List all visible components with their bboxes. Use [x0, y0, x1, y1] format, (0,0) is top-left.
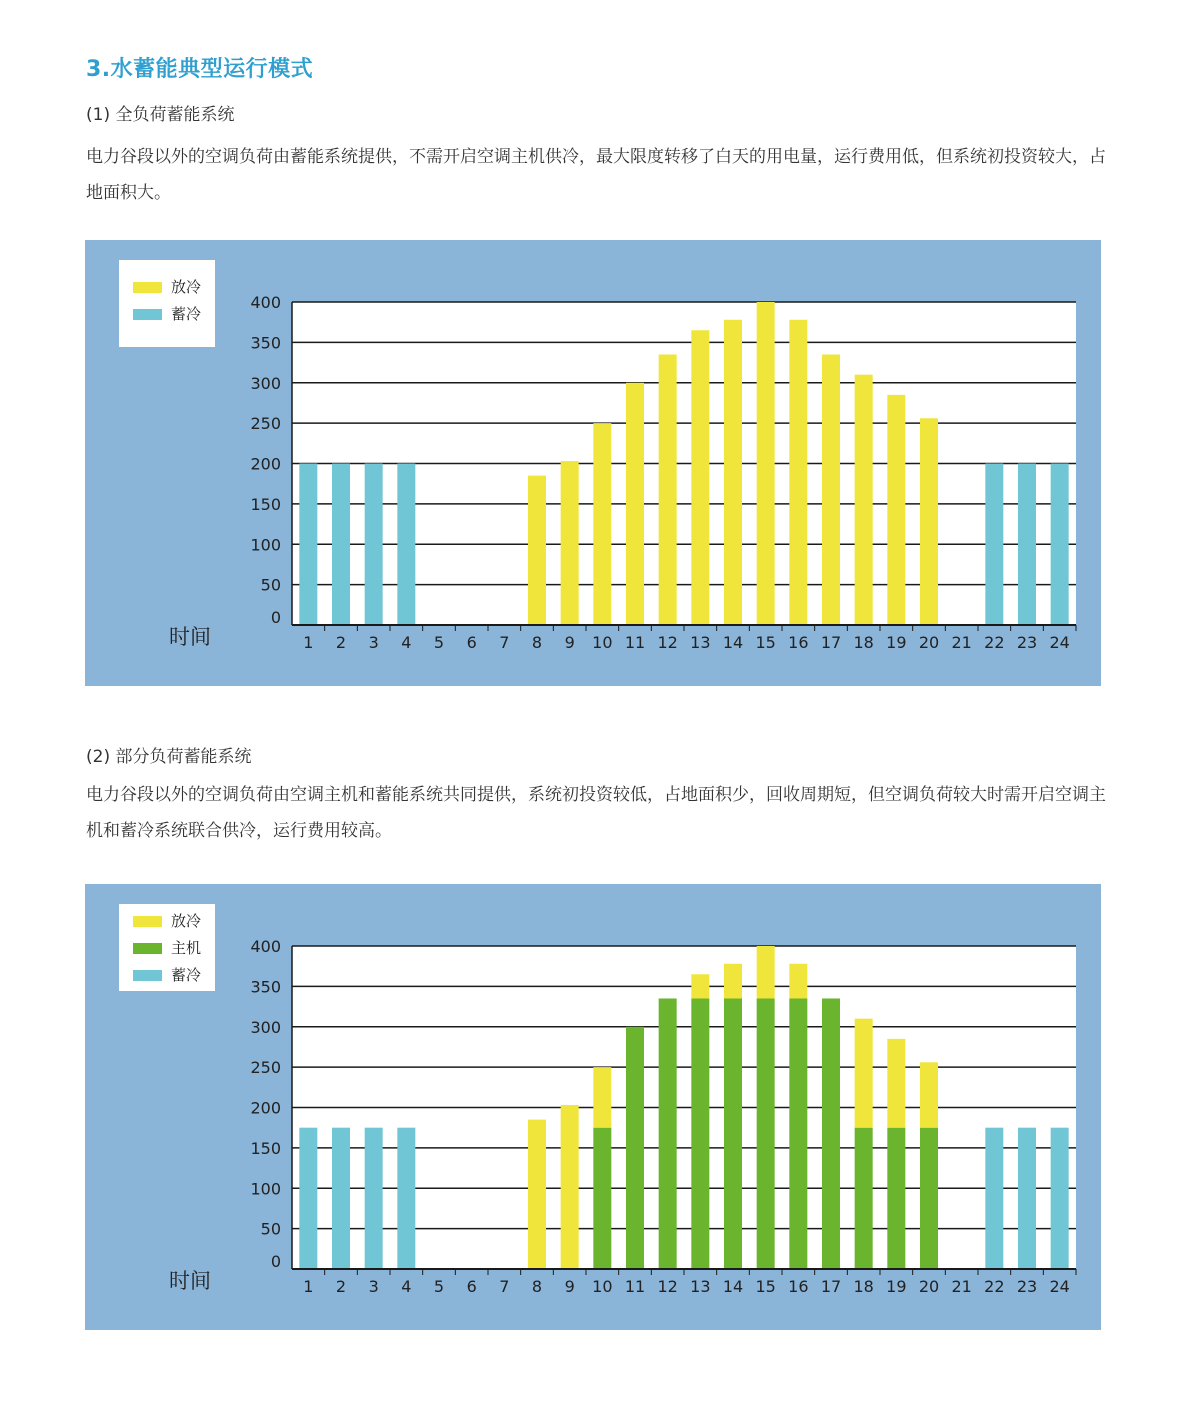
x-tick-label: 15 [755, 1277, 776, 1296]
y-tick-label: 300 [250, 1017, 281, 1037]
bar-segment [920, 418, 938, 625]
x-tick-label: 21 [951, 1277, 972, 1296]
x-tick-label: 14 [722, 633, 744, 652]
x-tick-label: 13 [690, 1277, 711, 1296]
x-axis-label: 时间 [169, 1269, 211, 1293]
bar-segment [1051, 1128, 1069, 1269]
bar-segment [691, 998, 709, 1269]
bar-segment [920, 1128, 938, 1269]
y-tick-label: 50 [260, 1219, 281, 1239]
x-tick-label: 17 [820, 1277, 842, 1296]
bar-segment [1018, 464, 1036, 626]
part2-subtitle: (2) 部分负荷蓄能系统 [86, 747, 252, 767]
bar-segment [659, 998, 677, 1269]
x-tick-label: 16 [788, 633, 809, 652]
bar-segment [626, 1027, 644, 1269]
x-tick-label: 19 [886, 1277, 907, 1296]
bar-segment [985, 1128, 1003, 1269]
bar-segment [659, 354, 677, 625]
y-tick-label: 100 [250, 1179, 281, 1199]
bar-segment [855, 1128, 873, 1269]
x-tick-label: 3 [368, 1277, 379, 1296]
x-tick-label: 23 [1016, 633, 1038, 652]
part2-paragraph: 电力谷段以外的空调负荷由空调主机和蓄能系统共同提供，系统初投资较低，占地面积少，回收周期短，但空调负荷较大时需开启空调主机和蓄冷系统联合供冷，运行费用较高。 [86, 785, 1106, 841]
y-tick-label: 200 [250, 454, 281, 474]
x-tick-label: 4 [401, 633, 412, 652]
y-tick-label: 350 [250, 333, 281, 353]
bar-segment [887, 1128, 905, 1269]
x-tick-label: 1 [303, 1277, 314, 1296]
bar-segment [593, 423, 611, 625]
bar-segment [757, 946, 775, 998]
bar-segment [887, 395, 905, 625]
x-tick-label: 12 [657, 633, 678, 652]
bar-segment [397, 1128, 415, 1269]
bar-segment [822, 998, 840, 1269]
x-tick-label: 8 [531, 633, 543, 652]
y-tick-label: 150 [250, 494, 281, 514]
y-tick-label: 250 [250, 1058, 281, 1078]
part1-subtitle: (1) 全负荷蓄能系统 [86, 105, 235, 125]
y-tick-label: 50 [260, 575, 281, 595]
x-tick-label: 24 [1049, 633, 1070, 652]
x-tick-label: 24 [1049, 1277, 1070, 1296]
bar-segment [561, 461, 579, 625]
y-tick-label: 150 [250, 1138, 281, 1158]
bar-segment [691, 330, 709, 625]
bar-segment [299, 464, 317, 626]
bar-segment [593, 1067, 611, 1128]
x-tick-label: 14 [722, 1277, 744, 1296]
bar-segment [691, 974, 709, 998]
x-tick-label: 6 [466, 633, 477, 652]
bar-segment [365, 1128, 383, 1269]
x-tick-label: 20 [918, 633, 940, 652]
bar-segment [593, 1128, 611, 1269]
bar-segment [299, 1128, 317, 1269]
x-tick-label: 12 [657, 1277, 678, 1296]
x-axis-label: 时间 [169, 625, 211, 649]
legend-label-storage: 蓄冷 [171, 966, 202, 984]
bar-segment [724, 964, 742, 999]
bar-segment [1051, 464, 1069, 626]
x-tick-label: 15 [755, 633, 776, 652]
section-title: 3.水蓄能典型运行模式 [86, 57, 314, 82]
y-tick-label: 250 [250, 414, 281, 434]
x-tick-label: 9 [564, 1277, 575, 1296]
x-tick-label: 2 [335, 633, 347, 652]
x-tick-label: 17 [820, 633, 842, 652]
x-tick-label: 22 [984, 633, 1005, 652]
bar-segment [724, 320, 742, 625]
x-tick-label: 9 [564, 633, 575, 652]
x-tick-label: 20 [918, 1277, 940, 1296]
chart1-panel [85, 240, 1101, 686]
bar-segment [789, 964, 807, 999]
x-tick-label: 7 [499, 633, 510, 652]
x-tick-label: 7 [499, 1277, 510, 1296]
x-tick-label: 16 [788, 1277, 809, 1296]
x-tick-label: 18 [853, 633, 874, 652]
chart2-svg [85, 884, 1101, 1330]
y-tick-label: 350 [250, 977, 281, 997]
bar-segment [626, 383, 644, 625]
bar-segment [757, 302, 775, 625]
x-tick-label: 6 [466, 1277, 477, 1296]
bar-segment [561, 1105, 579, 1269]
y-tick-label: 0 [270, 1252, 281, 1271]
bar-segment [724, 998, 742, 1269]
x-tick-label: 19 [886, 633, 907, 652]
x-tick-label: 10 [592, 633, 613, 652]
x-tick-label: 3 [368, 633, 379, 652]
x-tick-label: 18 [853, 1277, 874, 1296]
x-tick-label: 11 [624, 1277, 646, 1296]
bar-segment [985, 464, 1003, 626]
x-tick-label: 5 [433, 1277, 445, 1296]
bar-segment [332, 464, 350, 626]
bar-segment [789, 998, 807, 1269]
x-tick-label: 4 [401, 1277, 412, 1296]
bar-segment [365, 464, 383, 626]
y-tick-label: 400 [250, 293, 281, 312]
legend-label-release: 放冷 [171, 278, 202, 296]
bar-segment [757, 998, 775, 1269]
bar-segment [397, 464, 415, 626]
y-tick-label: 100 [250, 535, 281, 555]
bar-segment [1018, 1128, 1036, 1269]
bar-segment [822, 354, 840, 625]
legend-label-host: 主机 [171, 939, 202, 957]
x-tick-label: 2 [335, 1277, 347, 1296]
x-tick-label: 1 [303, 633, 314, 652]
y-tick-label: 200 [250, 1098, 281, 1118]
bar-segment [920, 1062, 938, 1127]
y-tick-label: 300 [250, 373, 281, 393]
x-tick-label: 5 [433, 633, 445, 652]
x-tick-label: 10 [592, 1277, 613, 1296]
y-tick-label: 400 [250, 937, 281, 956]
legend-label-release: 放冷 [171, 912, 202, 930]
bar-segment [855, 375, 873, 625]
bar-segment [528, 476, 546, 625]
y-tick-label: 0 [270, 608, 281, 627]
x-tick-label: 11 [624, 633, 646, 652]
x-tick-label: 23 [1016, 1277, 1038, 1296]
legend-label-storage: 蓄冷 [171, 305, 202, 323]
bar-segment [528, 1120, 546, 1269]
bar-segment [789, 320, 807, 625]
chart1-svg [85, 240, 1101, 686]
chart2-panel [85, 884, 1101, 1330]
x-tick-label: 21 [951, 633, 972, 652]
x-tick-label: 22 [984, 1277, 1005, 1296]
bar-segment [855, 1019, 873, 1128]
x-tick-label: 13 [690, 633, 711, 652]
bar-segment [887, 1039, 905, 1128]
x-tick-label: 8 [531, 1277, 543, 1296]
part1-paragraph: 电力谷段以外的空调负荷由蓄能系统提供，不需开启空调主机供冷，最大限度转移了白天的用电量，运行费用低，但系统初投资较大，占地面积大。 [86, 147, 1106, 203]
bar-segment [332, 1128, 350, 1269]
